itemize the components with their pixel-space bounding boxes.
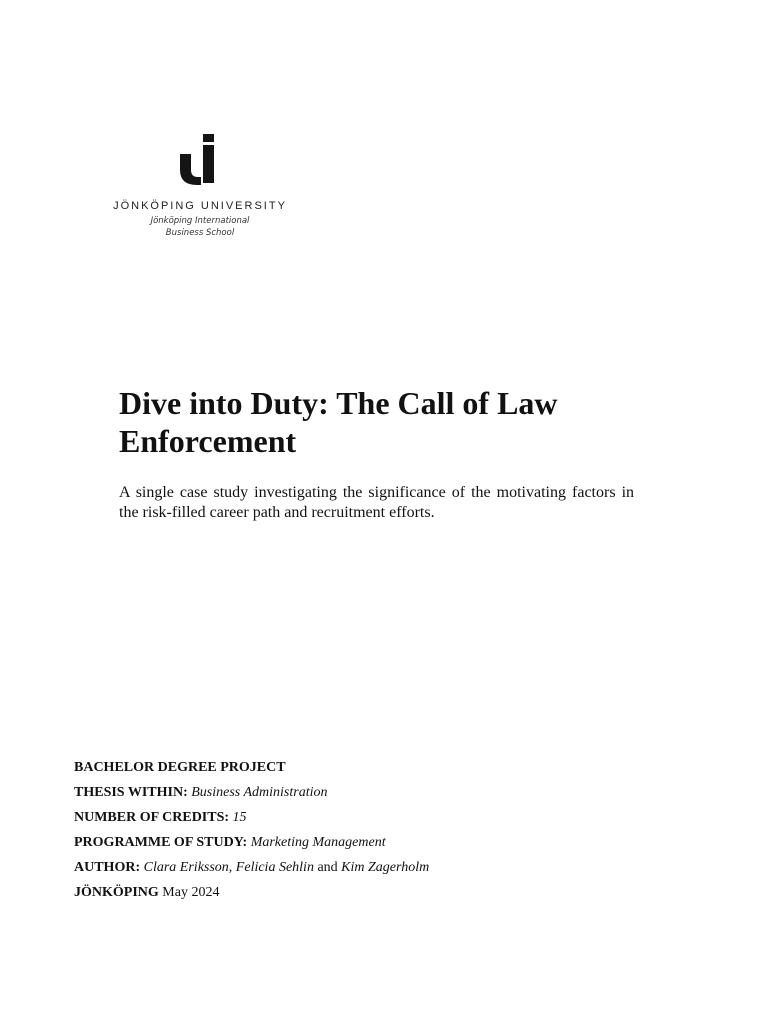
thesis-subtitle-line1: A single case study investigating the significance of the motivating: [119, 484, 566, 501]
author-label: AUTHOR:: [74, 860, 141, 875]
programme-row: [74, 833, 694, 858]
degree-project-label: BACHELOR DEGREE PROJECT: [74, 760, 286, 775]
thesis-within-row: [74, 783, 694, 808]
author-last-name: Kim Zagerholm: [341, 860, 430, 875]
thesis-metadata: [74, 758, 694, 908]
date-value: May 2024: [162, 885, 220, 900]
university-name: JÖNKÖPING UNIVERSITY: [113, 200, 287, 212]
credits-value: 15: [232, 810, 247, 825]
thesis-title-line1: Dive into Duty: The Call of Law: [119, 385, 558, 421]
thesis-title: [119, 384, 659, 460]
thesis-title-line2: Enforcement: [119, 423, 297, 459]
credits-row: [74, 808, 694, 833]
place-date-row: [74, 883, 694, 908]
school-name-line1: Jönköping International: [150, 216, 250, 226]
author-names: Clara Eriksson, Felicia Sehlin: [143, 860, 314, 875]
school-name-line2: Business School: [165, 228, 235, 238]
author-conjunction: and: [317, 860, 338, 875]
credits-label: NUMBER OF CREDITS:: [74, 810, 230, 825]
thesis-within-label: THESIS WITHIN:: [74, 785, 188, 800]
author-row: [74, 858, 694, 883]
ju-logo-icon: [178, 132, 222, 188]
programme-value: Marketing Management: [250, 835, 386, 850]
university-logo: [100, 132, 300, 239]
place-label: JÖNKÖPING: [74, 885, 159, 900]
thesis-within-value: Business Administration: [191, 785, 328, 800]
degree-project-row: [74, 758, 694, 783]
thesis-subtitle: [119, 483, 634, 523]
programme-label: PROGRAMME OF STUDY:: [74, 835, 248, 850]
thesis-subtitle-line2: factors in the risk-filled career path and recruitment efforts.: [119, 484, 635, 521]
